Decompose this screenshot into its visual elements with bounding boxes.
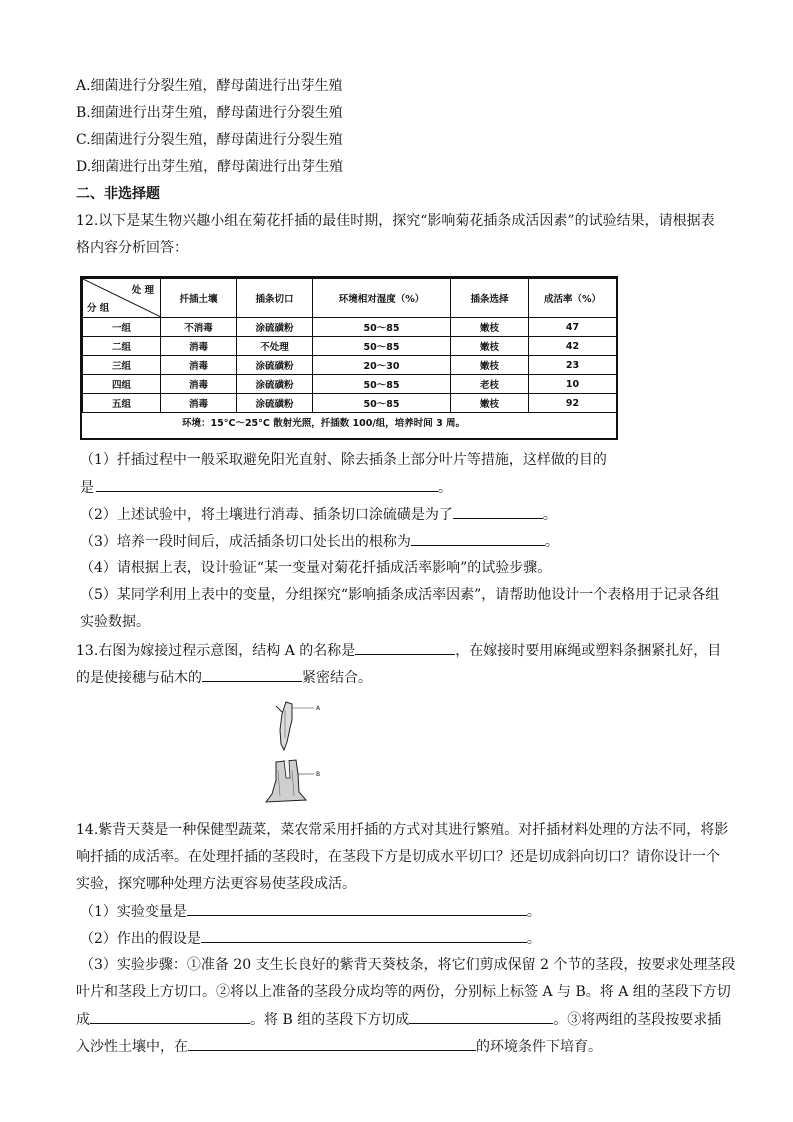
table-cell: 不消毒 [161,318,237,337]
answer-blank[interactable] [409,1009,553,1024]
table-header-cell: 插条选择 [451,279,529,318]
table-row [83,318,617,337]
table-row [83,394,617,413]
table-cell: 50～85 [313,318,451,337]
table-cell: 涂硫磺粉 [237,375,313,394]
table-cell: 涂硫磺粉 [237,318,313,337]
option-b: B.细菌进行出芽生殖，酵母菌进行分裂生殖 [76,105,343,121]
table-cell: 20～30 [313,356,451,375]
q13-text: 的是使接穗与砧木的 [76,670,202,686]
q14-sub1 [80,901,541,922]
q14-sub3-line1: （3）实验步骤：①准备 20 支生长良好的紫背天葵枝条，将它们剪成保留 2 个节的茎段，按要求处理茎段 [80,957,736,973]
table-cell: 23 [529,356,617,375]
table-note: 环境：15°C～25°C 散射光照，扦插数 100/组，培养时间 3 周。 [182,418,466,429]
q14-text: 。③将两组的茎段按要求插 [553,1012,722,1028]
q12-stem-line1: 12.以下是某生物兴趣小组在菊花扦插的最佳时期，探究“影响菊花插条成活因素”的试验结果，请根据表 [76,213,715,229]
table-cell: 50～85 [313,375,451,394]
table-row [83,337,617,356]
answer-blank[interactable] [201,928,527,943]
table-cell: 一组 [83,318,161,337]
table-cell: 四组 [83,375,161,394]
period: 。 [542,507,557,523]
table-header-cell: 插条切口 [237,279,313,318]
grafting-diagram [262,700,336,806]
q14-text: 的环境条件下培育。 [476,1039,602,1055]
q12-sub4: （4）请根据上表，设计验证“某一变量对菊花扦插成活率影响”的试验步骤。 [80,560,552,576]
option-d: D.细菌进行出芽生殖，酵母菌进行出芽生殖 [76,159,344,175]
label-a: A [316,705,321,712]
period: 。 [526,904,541,920]
q13-line2 [76,667,372,688]
table-header-cell: 环境相对湿度（%） [313,279,451,318]
table-cell: 消毒 [161,375,237,394]
q14-stem-line3: 实验，探究哪种处理方法更容易使茎段成活。 [76,876,356,892]
q12-sub2 [80,504,557,525]
q14-sub2 [80,928,541,949]
q14-sub3-line3 [76,1009,721,1030]
answer-blank[interactable] [355,640,455,655]
table-cell: 涂硫磺粉 [237,356,313,375]
table-cell: 消毒 [161,337,237,356]
table-cell: 不处理 [237,337,313,356]
table-cell: 老枝 [451,375,529,394]
q12-table [80,276,618,440]
q13-text: ，在嫁接时要用麻绳或塑料条捆紧扎好，目 [455,643,722,659]
period: 。 [544,534,559,550]
q14-sub2-text: （2）作出的假设是 [80,931,201,947]
table-cell: 二组 [83,337,161,356]
q14-stem-line1: 14.紫背天葵是一种保健型蔬菜，菜农常采用扦插的方式对其进行繁殖。对扦插材料处理的方法不同，将影 [76,822,729,838]
answer-blank[interactable] [187,901,527,916]
table-cell: 50～85 [313,337,451,356]
q13-text: 紧密结合。 [302,670,372,686]
q14-stem-line2: 响扦插的成活率。在处理扦插的茎段时，在茎段下方是切成水平切口？还是切成斜向切口？请你设计一个 [76,849,720,865]
table-cell: 涂硫磺粉 [237,394,313,413]
q14-text: 成 [76,1012,90,1028]
q12-sub3-text: （3）培养一段时间后，成活插条切口处长出的根称为 [80,534,411,550]
table-header-cell: 扦插土壤 [161,279,237,318]
q12-sub1-line2 [80,477,452,498]
q12-sub1-line1: （1）扦插过程中一般采取避免阳光直射、除去插条上部分叶片等措施，这样做的目的 [80,452,607,468]
period: 。 [438,480,452,496]
table-cell: 消毒 [161,356,237,375]
option-a: A.细菌进行分裂生殖，酵母菌进行出芽生殖 [76,78,343,94]
table-row [83,356,617,375]
table-cell: 50～85 [313,394,451,413]
q14-text: 。将 B 组的茎段下方切成 [250,1012,410,1028]
table-cell: 嫩枝 [451,337,529,356]
table-cell: 10 [529,375,617,394]
table-row [83,375,617,394]
table-cell: 五组 [83,394,161,413]
q12-sub3 [80,531,559,552]
period: 。 [526,931,541,947]
answer-blank[interactable] [96,477,438,492]
section-title: 二、非选择题 [76,186,160,202]
q14-sub3-line2: 叶片和茎段上方切口。②将以上准备的茎段分成均等的两份，分别标上标签 A 与 B。将 A 组的茎段下方切 [76,984,731,1000]
table-cell: 嫩枝 [451,318,529,337]
q12-sub1-prefix: 是 [80,480,94,496]
table-cell: 嫩枝 [451,356,529,375]
table-cell: 嫩枝 [451,394,529,413]
answer-blank[interactable] [411,531,545,546]
table-header-cell: 成活率（%） [529,279,617,318]
answer-blank[interactable] [90,1009,250,1024]
q12-sub5-line1: （5）某同学利用上表中的变量，分组探究“影响插条成活率因素”，请帮助他设计一个表格用于记录各组 [80,587,720,603]
q13-line1 [76,640,721,661]
table-cell: 消毒 [161,394,237,413]
table-cell: 92 [529,394,617,413]
answer-blank[interactable] [202,667,302,682]
table-cell: 47 [529,318,617,337]
table-cell: 42 [529,337,617,356]
q12-sub5-line2: 实验数据。 [80,614,150,630]
answer-blank[interactable] [188,1036,476,1051]
table-cell: 三组 [83,356,161,375]
table-corner-header [83,279,161,318]
q14-text: 入沙性土壤中，在 [76,1039,188,1055]
corner-top-label: 处 理 [131,285,154,296]
answer-blank[interactable] [453,504,543,519]
q13-text: 13.右图为嫁接过程示意图，结构 A 的名称是 [76,643,356,659]
option-c: C.细菌进行分裂生殖，酵母菌进行分裂生殖 [76,132,343,148]
q14-sub1-text: （1）实验变量是 [80,904,187,920]
q14-sub3-line4 [76,1036,602,1057]
q12-stem-line2: 格内容分析回答： [76,240,188,256]
q12-sub2-text: （2）上述试验中，将土壤进行消毒、插条切口涂硫磺是为了 [80,507,453,523]
corner-bottom-label: 分 组 [87,303,110,314]
label-b: B [316,771,321,778]
